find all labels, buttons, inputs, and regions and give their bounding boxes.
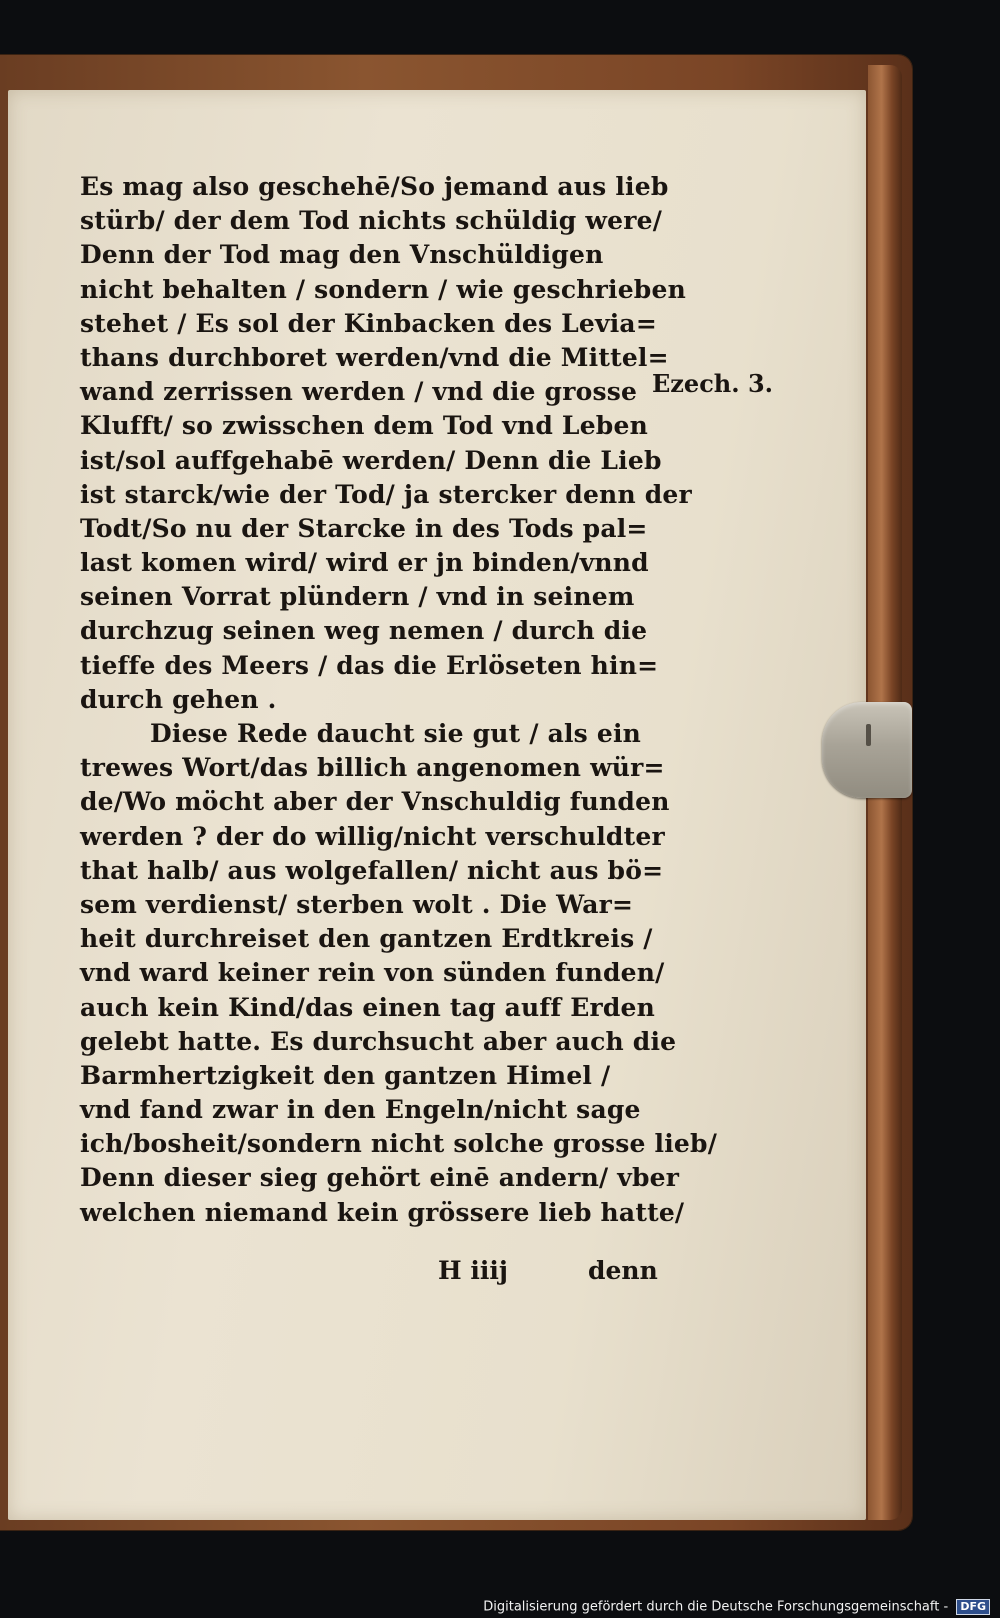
credit-text: Digitalisierung gefördert durch die Deutsche Forschungsgemeinschaft -: [483, 1599, 949, 1615]
signature-mark: H iiij: [438, 1256, 508, 1285]
text-line: durchzug seinen weg nemen / durch die: [80, 616, 648, 646]
text-line: vnd fand zwar in den Engeln/nicht sage: [80, 1095, 641, 1125]
text-line: ich/bosheit/sondern nicht solche grosse lieb/: [80, 1129, 718, 1159]
catchword: denn: [588, 1256, 658, 1285]
text-line: trewes Wort/das billich angenomen wür=: [80, 753, 665, 783]
text-line: nicht behalten / sondern / wie geschrieben: [80, 274, 686, 304]
text-line: heit durchreiset den gantzen Erdtkreis /: [80, 924, 653, 954]
text-line: werden ? der do willig/nicht verschuldter: [80, 821, 665, 851]
text-line: wand zerrissen werden / vnd die grosse: [80, 377, 638, 407]
text-line: ist/sol auffgehabē werden/ Denn die Lieb: [80, 445, 662, 475]
text-line: stürb/ der dem Tod nichts schüldig were/: [80, 206, 663, 236]
text-line: Es mag also geschehē/So jemand aus lieb: [80, 172, 669, 201]
text-line: Diese Rede daucht sie gut / als ein: [150, 719, 642, 748]
text-line: Barmhertzigkeit den gantzen Himel /: [80, 1060, 611, 1090]
text-line: Klufft/ so zwisschen dem Tod vnd Leben: [80, 411, 648, 441]
text-line: de/Wo möcht aber der Vnschuldig funden: [80, 787, 670, 817]
text-line: sem verdienst/ sterben wolt . Die War=: [80, 889, 634, 919]
text-line: auch kein Kind/das einen tag auff Erden: [80, 992, 656, 1022]
text-line: durch gehen .: [80, 684, 277, 714]
text-line: gelebt hatte. Es durchsucht aber auch die: [80, 1026, 677, 1056]
text-line: vnd ward keiner rein von sünden funden/: [80, 958, 665, 988]
clasp-mark: [866, 724, 871, 746]
text-line: thans durchboret werden/vnd die Mittel=: [80, 342, 669, 372]
text-line: tieffe des Meers / das die Erlöseten hin=: [80, 650, 659, 680]
marginal-note: Ezech. 3.: [652, 369, 774, 398]
digitization-credit: [483, 1599, 990, 1615]
text-line: Denn dieser sieg gehört einē andern/ vber: [80, 1163, 680, 1193]
text-line: stehet / Es sol der Kinbacken des Levia=: [80, 308, 657, 338]
text-line: Denn der Tod mag den Vnschüldigen: [80, 240, 604, 270]
text-line: that halb/ aus wolgefallen/ nicht aus bö=: [80, 855, 664, 885]
text-line: last komen wird/ wird er jn binden/vnnd: [80, 548, 649, 578]
text-line: Todt/So nu der Starcke in des Tods pal=: [80, 513, 648, 543]
dfg-logo: DFG: [956, 1599, 990, 1615]
clasp-strap: [822, 702, 912, 798]
text-line: ist starck/wie der Tod/ ja stercker denn der: [80, 479, 692, 509]
text-line: seinen Vorrat plündern / vnd in seinem: [80, 582, 635, 612]
text-line: welchen niemand kein grössere lieb hatte/: [80, 1197, 685, 1227]
